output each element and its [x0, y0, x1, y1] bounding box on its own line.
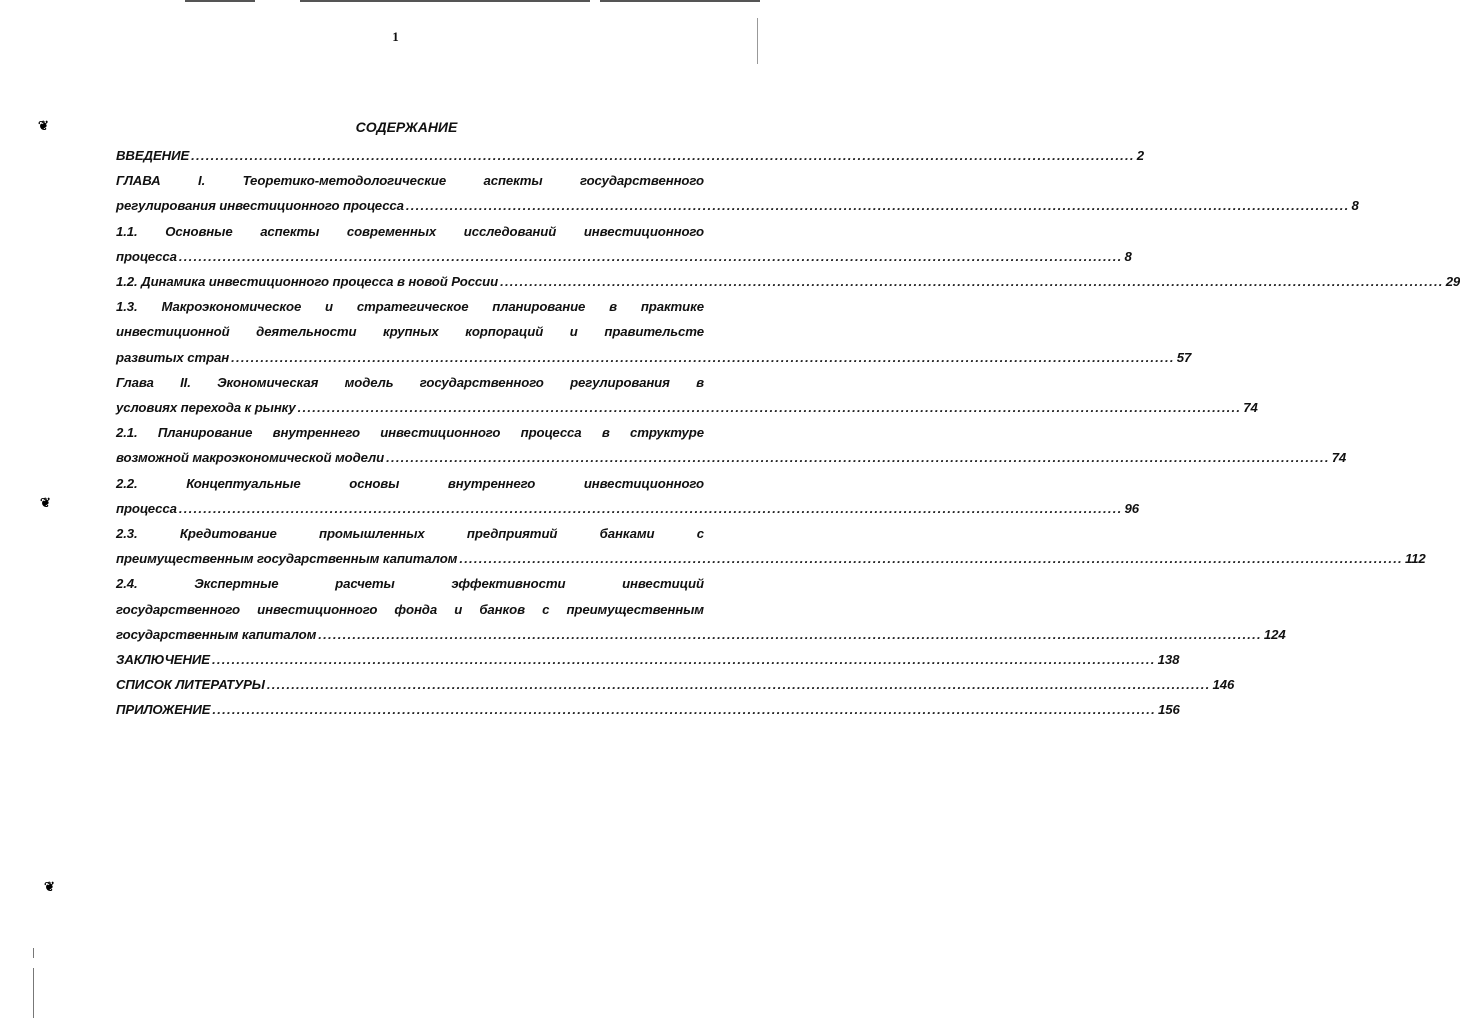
dot-leader: ..................................................................................................................................................................................................	[405, 198, 1350, 214]
dot-leader: ..................................................................................................................................................................................................	[212, 702, 1157, 718]
toc-entry	[116, 471, 1139, 521]
toc-word: правительсте	[604, 324, 704, 340]
toc-word: инвестиционного	[583, 475, 704, 491]
toc-entry-text: государственным капиталом	[116, 626, 317, 642]
toc-word: государственного	[116, 601, 240, 617]
scan-margin-mark	[33, 968, 34, 1018]
toc-word: современных	[346, 223, 437, 239]
toc-word: в	[609, 299, 617, 315]
toc-entry-text: ПРИЛОЖЕНИЕ	[116, 702, 211, 718]
toc-word: регулирования	[570, 374, 670, 390]
toc-entry-text: возможной макроэкономической модели	[116, 450, 385, 466]
toc-word: с	[542, 601, 550, 617]
toc-word: преимущественным	[566, 601, 704, 617]
toc-page-number: 8	[1351, 198, 1359, 214]
toc-word: и	[454, 601, 463, 617]
dot-leader: ..................................................................................................................................................................................................	[500, 274, 1444, 290]
toc-word: I.	[198, 173, 206, 189]
toc-entry-line	[116, 521, 704, 546]
dot-leader: ..................................................................................................................................................................................................	[386, 450, 1330, 466]
toc-entry-text: процесса	[116, 248, 177, 264]
toc-word: и	[569, 324, 578, 340]
toc-word: планирование	[492, 299, 586, 315]
toc-page-number: 74	[1331, 450, 1347, 466]
toc-word: Макроэкономическое	[161, 299, 302, 315]
toc-word: крупных	[383, 324, 439, 340]
toc-entry	[116, 697, 1180, 722]
toc-entry	[116, 219, 1132, 269]
toc-word: исследований	[463, 223, 557, 239]
toc-word: 2.3.	[116, 526, 138, 542]
toc-entry-leader-line	[116, 496, 1139, 521]
toc-entry-line	[116, 471, 704, 496]
toc-word: банками	[599, 526, 655, 542]
toc-word: в	[696, 374, 704, 390]
toc-word: 1.3.	[116, 299, 138, 315]
toc-word: государственного	[579, 173, 704, 189]
toc-word: Экспертные	[194, 576, 279, 592]
dot-leader: ..................................................................................................................................................................................................	[459, 551, 1403, 567]
toc-entry-text: условиях перехода к рынку	[116, 400, 296, 416]
toc-word: инвестиционного	[257, 601, 378, 617]
toc-word: аспекты	[483, 173, 543, 189]
toc-entry-leader-line	[116, 546, 1426, 571]
toc-word: в	[601, 425, 610, 441]
toc-page-number: 156	[1158, 702, 1180, 718]
toc-entry	[116, 294, 1192, 370]
toc-entry	[116, 168, 1359, 218]
toc-word: эффективности	[451, 576, 566, 592]
scan-top-rule	[600, 0, 760, 2]
toc-word: банков	[479, 601, 525, 617]
toc-entry-line	[116, 319, 704, 344]
toc-word: инвестиционного	[380, 425, 501, 441]
toc-word: Планирование	[157, 425, 253, 441]
toc-page-number: 2	[1136, 148, 1145, 163]
toc-word: Глава	[116, 374, 154, 390]
toc-word: инвестиционной	[116, 324, 230, 340]
page-number: 1	[392, 29, 399, 44]
table-of-contents	[116, 143, 1460, 723]
toc-word: ГЛАВА	[116, 173, 161, 189]
toc-word: деятельности	[256, 324, 357, 340]
toc-entry-text: процесса	[116, 500, 177, 516]
toc-word: внутреннего	[447, 475, 536, 491]
toc-entry-text: ВВЕДЕНИЕ	[116, 148, 190, 163]
toc-word: инвестиций	[622, 576, 704, 592]
toc-word: инвестиционного	[583, 223, 704, 239]
dot-leader: ..................................................................................................................................................................................................	[231, 349, 1175, 365]
toc-entry	[116, 370, 1258, 420]
toc-word: государственного	[419, 374, 544, 390]
margin-bullet-icon: ❦	[44, 879, 55, 894]
toc-page-number: 96	[1124, 500, 1139, 516]
toc-entry-line	[116, 571, 704, 596]
toc-word: II.	[180, 374, 191, 390]
toc-page-number: 8	[1124, 248, 1132, 264]
toc-entry-text: 1.2. Динамика инвестиционного процесса в новой России	[116, 274, 499, 290]
toc-entry-line	[116, 219, 704, 244]
toc-page-number: 146	[1212, 677, 1235, 693]
toc-entry	[116, 647, 1180, 672]
toc-entry	[116, 143, 1145, 168]
toc-entry-leader-line	[116, 445, 1347, 470]
toc-entry	[116, 269, 1460, 294]
dot-leader: ..................................................................................................................................................................................................	[212, 652, 1156, 668]
toc-word: Кредитование	[179, 526, 277, 542]
toc-entry-leader-line	[116, 193, 1359, 218]
toc-word: практике	[640, 299, 704, 315]
toc-page-number: 57	[1176, 349, 1192, 365]
toc-word: 2.4.	[116, 576, 138, 592]
toc-page-number: 138	[1157, 652, 1180, 668]
dot-leader: ..................................................................................................................................................................................................	[266, 677, 1211, 693]
toc-word: основы	[349, 475, 400, 491]
toc-word: процесса	[520, 425, 582, 441]
toc-word: с	[696, 526, 704, 542]
toc-entry-leader-line	[116, 622, 1286, 647]
toc-word: 2.1.	[116, 425, 138, 441]
toc-entry	[116, 571, 1286, 647]
toc-entry-line	[116, 168, 704, 193]
toc-title: СОДЕРЖАНИЕ	[355, 119, 458, 135]
toc-word: предприятий	[466, 526, 558, 542]
toc-entry-leader-line	[116, 647, 1180, 672]
margin-bullet-icon: ❦	[40, 495, 51, 510]
toc-entry-line	[116, 420, 704, 445]
toc-page-number: 124	[1263, 626, 1286, 642]
toc-entry-leader-line	[116, 672, 1235, 697]
dot-leader: ..................................................................................................................................................................................................	[318, 626, 1262, 642]
toc-word: модель	[344, 374, 394, 390]
toc-entry-leader-line	[116, 244, 1132, 269]
toc-entry	[116, 420, 1347, 470]
toc-entry-leader-line	[116, 395, 1258, 420]
toc-word: промышленных	[319, 526, 425, 542]
toc-entry	[116, 521, 1426, 571]
toc-page-number: 112	[1404, 551, 1426, 567]
toc-word: внутреннего	[272, 425, 360, 441]
toc-entry-text: преимущественным государственным капиталом	[116, 551, 458, 567]
toc-word: корпораций	[465, 324, 544, 340]
toc-word: Основные	[165, 223, 233, 239]
toc-entry-text: развитых стран	[116, 349, 230, 365]
dot-leader: ..................................................................................................................................................................................................	[191, 148, 1135, 163]
dot-leader: ..................................................................................................................................................................................................	[297, 400, 1242, 416]
toc-entry-leader-line	[116, 269, 1460, 294]
toc-entry-leader-line	[116, 345, 1192, 370]
toc-word: аспекты	[260, 223, 320, 239]
dot-leader: ..................................................................................................................................................................................................	[178, 500, 1123, 516]
toc-word: Экономическая	[217, 374, 319, 390]
toc-entry-line	[116, 370, 704, 395]
toc-word: структуре	[629, 425, 704, 441]
toc-word: 2.2.	[116, 475, 138, 491]
scan-top-rule	[185, 0, 255, 2]
toc-entry-text: СПИСОК ЛИТЕРАТУРЫ	[116, 677, 265, 693]
toc-page-number: 29	[1445, 274, 1460, 290]
toc-word: 1.1.	[116, 223, 138, 239]
toc-word: Концептуальные	[186, 475, 301, 491]
toc-entry-line	[116, 294, 704, 319]
toc-word: расчеты	[335, 576, 395, 592]
dot-leader: ..................................................................................................................................................................................................	[178, 248, 1123, 264]
toc-word: фонда	[394, 601, 438, 617]
toc-entry-leader-line	[116, 143, 1145, 168]
toc-entry-text: ЗАКЛЮЧЕНИЕ	[116, 652, 211, 668]
margin-bullet-icon: ❦	[38, 118, 49, 133]
toc-entry-text: регулирования инвестиционного процесса	[116, 198, 404, 214]
scan-margin-mark	[33, 948, 34, 958]
toc-page-number: 74	[1243, 400, 1258, 416]
toc-entry	[116, 672, 1235, 697]
toc-word: Теоретико-методологические	[242, 173, 447, 189]
toc-word: и	[325, 299, 333, 315]
toc-entry-leader-line	[116, 697, 1180, 722]
scan-top-rule	[300, 0, 590, 2]
toc-word: стратегическое	[356, 299, 469, 315]
toc-entry-line	[116, 597, 704, 622]
